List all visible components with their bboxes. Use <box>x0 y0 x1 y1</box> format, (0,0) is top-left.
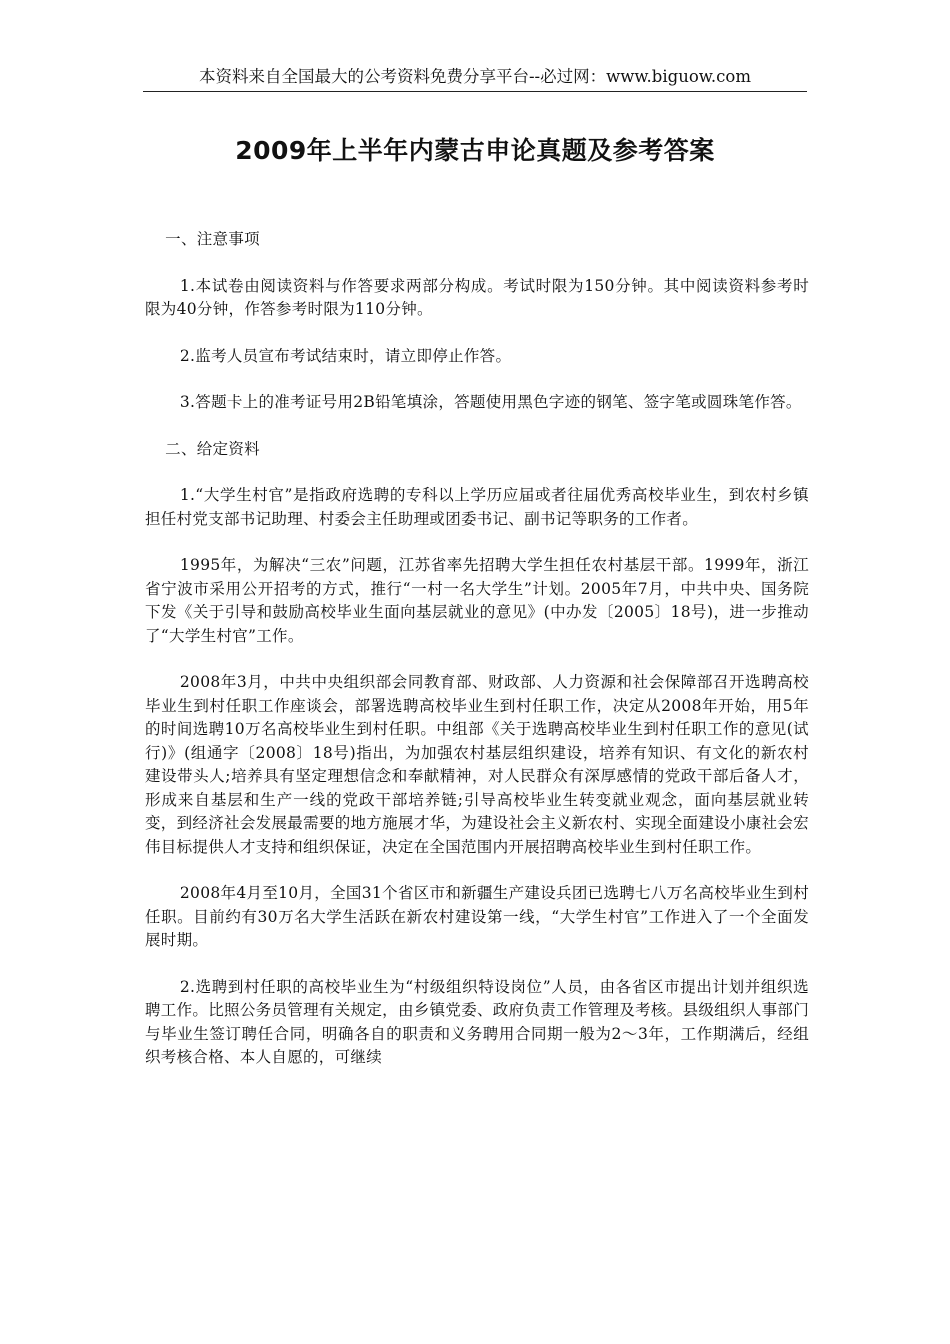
material-paragraph: 2008年3月，中共中央组织部会同教育部、财政部、人力资源和社会保障部召开选聘高校毕业生到村任职工作座谈会，部署选聘高校毕业生到村任职工作，决定从2008年开始，用5年的时间选聘10万名高校毕业生到村任职。中组部《关于选聘高校毕业生到村任职工作的意见(试行)》(组通字〔2008〕18号)指出，为加强农村基层组织建设，培养有知识、有文化的新农村建设带头人;培养具有坚定理想信念和奉献精神，对人民群众有深厚感情的党政干部后备人才，形成来自基层和生产一线的党政干部培养链;引导高校毕业生转变就业观念，面向基层就业转变，到经济社会发展最需要的地方施展才华，为建设社会主义新农村、实现全面建设小康社会宏伟目标提供人才支持和组织保证，决定在全国范围内开展招聘高校毕业生到村任职工作。 <box>145 673 809 856</box>
document-body <box>145 228 809 1093</box>
material-paragraph: 1.“大学生村官”是指政府选聘的专科以上学历应届或者往届优秀高校毕业生，到农村乡镇担任村党支部书记助理、村委会主任助理或团委书记、副书记等职务的工作者。 <box>145 486 809 528</box>
header-divider <box>143 91 807 92</box>
material-paragraph: 1995年，为解决“三农”问题，江苏省率先招聘大学生担任农村基层干部。1999年，浙江省宁波市采用公开招考的方式，推行“一村一名大学生”计划。2005年7月，中共中央、国务院下发《关于引导和鼓励高校毕业生面向基层就业的意见》(中办发〔2005〕18号)，进一步推动了“大学生村官”工作。 <box>145 556 809 645</box>
document-title: 2009年上半年内蒙古申论真题及参考答案 <box>235 136 715 165</box>
section-heading-materials: 二、给定资料 <box>165 439 260 458</box>
section-heading-notice: 一、注意事项 <box>165 230 260 248</box>
page-header-source: 本资料来自全国最大的公考资料免费分享平台--必过网：www.biguow.com <box>198 67 751 86</box>
notice-item: 3.答题卡上的准考证号用2B铅笔填涂，答题使用黑色字迹的钢笔、签字笔或圆珠笔作答。 <box>179 393 802 411</box>
material-paragraph: 2008年4月至10月，全国31个省区市和新疆生产建设兵团已选聘七八万名高校毕业生到村任职。目前约有30万名大学生活跃在新农村建设第一线，“大学生村官”工作进入了一个全面发展时期。 <box>145 884 809 949</box>
notice-item: 2.监考人员宣布考试结束时，请立即停止作答。 <box>179 346 512 365</box>
notice-item: 1.本试卷由阅读资料与作答要求两部分构成。考试时限为150分钟。其中阅读资料参考时限为40分钟，作答参考时限为110分钟。 <box>145 276 809 318</box>
material-paragraph: 2.选聘到村任职的高校毕业生为“村级组织特设岗位”人员，由各省区市提出计划并组织选聘工作。比照公务员管理有关规定，由乡镇党委、政府负责工作管理及考核。县级组织人事部门与毕业生签订聘任合同，明确各自的职责和义务聘用合同期一般为2～3年，工作期满后，经组织考核合格、本人自愿的，可继续 <box>145 977 809 1066</box>
